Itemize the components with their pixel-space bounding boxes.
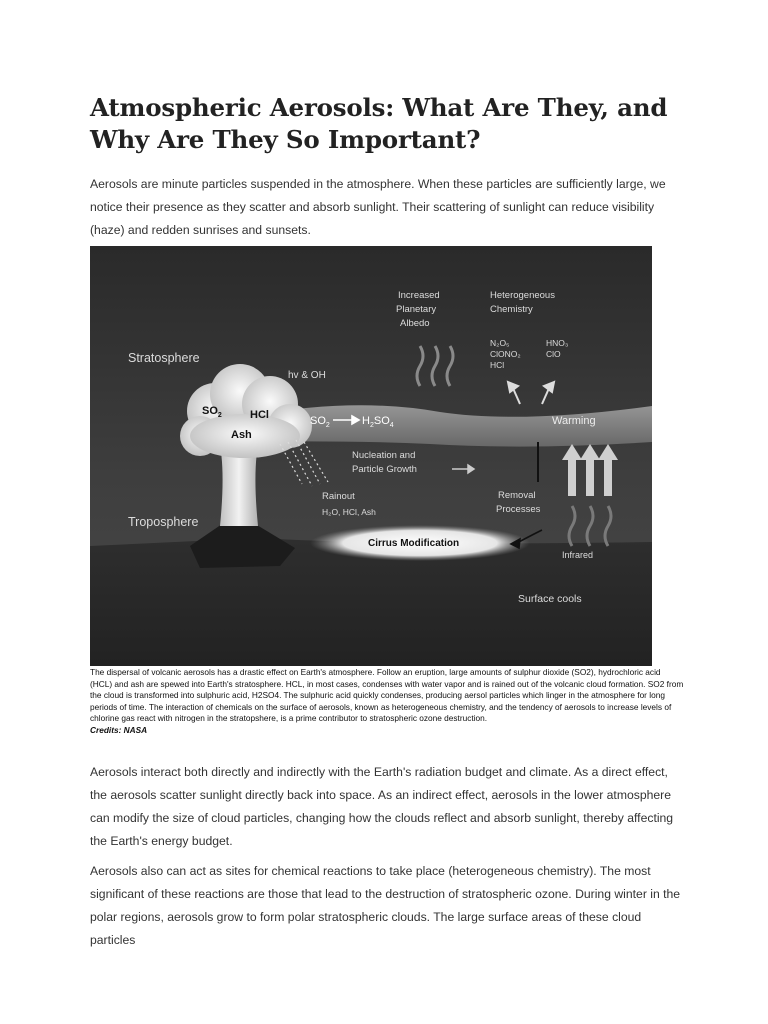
reaction-so2-label: $SO_2$ bbox=[310, 415, 330, 429]
chem-n2o5: N₂O₅ bbox=[490, 338, 510, 348]
rainout-species-label: H₂O, HCl, Ash bbox=[322, 507, 376, 517]
cirrus-label: Cirrus Modification bbox=[368, 538, 460, 549]
nucleation-label-1: Nucleation and bbox=[352, 450, 416, 461]
warming-arrows bbox=[562, 444, 618, 496]
body-paragraph-1: Aerosols interact both directly and indirectly with the Earth's radiation budget and climate. As a direct effect, the aerosols scatter sunlight directly back into space. As an indirect effect, aerosols in the lower atmosphere can modify the size of cloud particles, changing how the clouds reflect and absorb sunlight, thereby affecting the Earth's energy budget. bbox=[90, 765, 674, 848]
stratosphere-label: Stratosphere bbox=[128, 351, 200, 365]
body-paragraph-2: Aerosols also can act as sites for chemical reactions to take place (heterogeneous chemistry). The most significant of these reactions are those that lead to the destruction of stratospheric ozone. During winter in the polar regions, aerosols grow to form polar stratospheric clouds. The large surface areas of these cloud particles bbox=[90, 864, 681, 947]
het-chem-label-1: Heterogeneous bbox=[490, 290, 555, 301]
troposphere-label: Troposphere bbox=[128, 515, 199, 529]
nucleation-label-2: Particle Growth bbox=[352, 464, 417, 475]
chem-hcl: HCl bbox=[490, 360, 505, 370]
chem-hno3: HNO₃ bbox=[546, 338, 569, 348]
volcanic-aerosol-diagram bbox=[90, 246, 652, 666]
figure-caption bbox=[90, 667, 684, 736]
intro-paragraph: Aerosols are minute particles suspended in the atmosphere. When these particles are sufficiently large, we notice their presence as they scatter and absorb sunlight. Their scattering of sunlight can reduce visibility (haze) and redden sunrises and sunsets. bbox=[90, 177, 666, 237]
hcl-label: HCl bbox=[250, 409, 269, 421]
warming-label: Warming bbox=[552, 415, 596, 427]
rainout-label: Rainout bbox=[322, 491, 355, 502]
chem-clono2: ClONO₂ bbox=[490, 349, 521, 359]
caption-text: The dispersal of volcanic aerosols has a drastic effect on Earth's atmosphere. Follow an eruption, large amounts of sulphur dioxide (SO2), hydrochloric acid (HCL) and ash are spewed into Earth's stratosphere. HCL, in most cases, condenses with water vapor and is rained out of the volcanic cloud formation. SO2 from the cloud is transformed into sulphuric acid, H2SO4. The sulphuric acid quickly condenses, producing aersol particles which linger in the atmosphere for long periods of time. The interaction of chemicals on the surface of aerosols, known as heterogeneous chemistry, and the tendency of aerosols to increase levels of chlorine gas react with nitrogen in the stratopshere, is a prime contributor to stratospheric ozone destruction. bbox=[90, 667, 684, 723]
albedo-label-1: Increased bbox=[398, 290, 440, 301]
chem-clo: ClO bbox=[546, 349, 561, 359]
surface-cools-label: Surface cools bbox=[518, 593, 582, 605]
ash-label: Ash bbox=[231, 429, 252, 441]
removal-label-1: Removal bbox=[498, 490, 536, 501]
het-chem-label-2: Chemistry bbox=[490, 304, 533, 315]
removal-label-2: Processes bbox=[496, 504, 541, 515]
page-title: Atmospheric Aerosols: What Are They, and Why Are They So Important? bbox=[90, 93, 668, 154]
caption-credit: Credits: NASA bbox=[90, 724, 148, 735]
hv-oh-label: hv & OH bbox=[288, 370, 326, 381]
reaction-h2so4-label: $H_2SO_4$ bbox=[362, 415, 394, 429]
so2-label: $SO_2$ bbox=[202, 405, 222, 419]
infrared-label: Infrared bbox=[562, 550, 594, 560]
albedo-label-2: Planetary bbox=[396, 304, 437, 315]
albedo-label-3: Albedo bbox=[400, 318, 430, 329]
